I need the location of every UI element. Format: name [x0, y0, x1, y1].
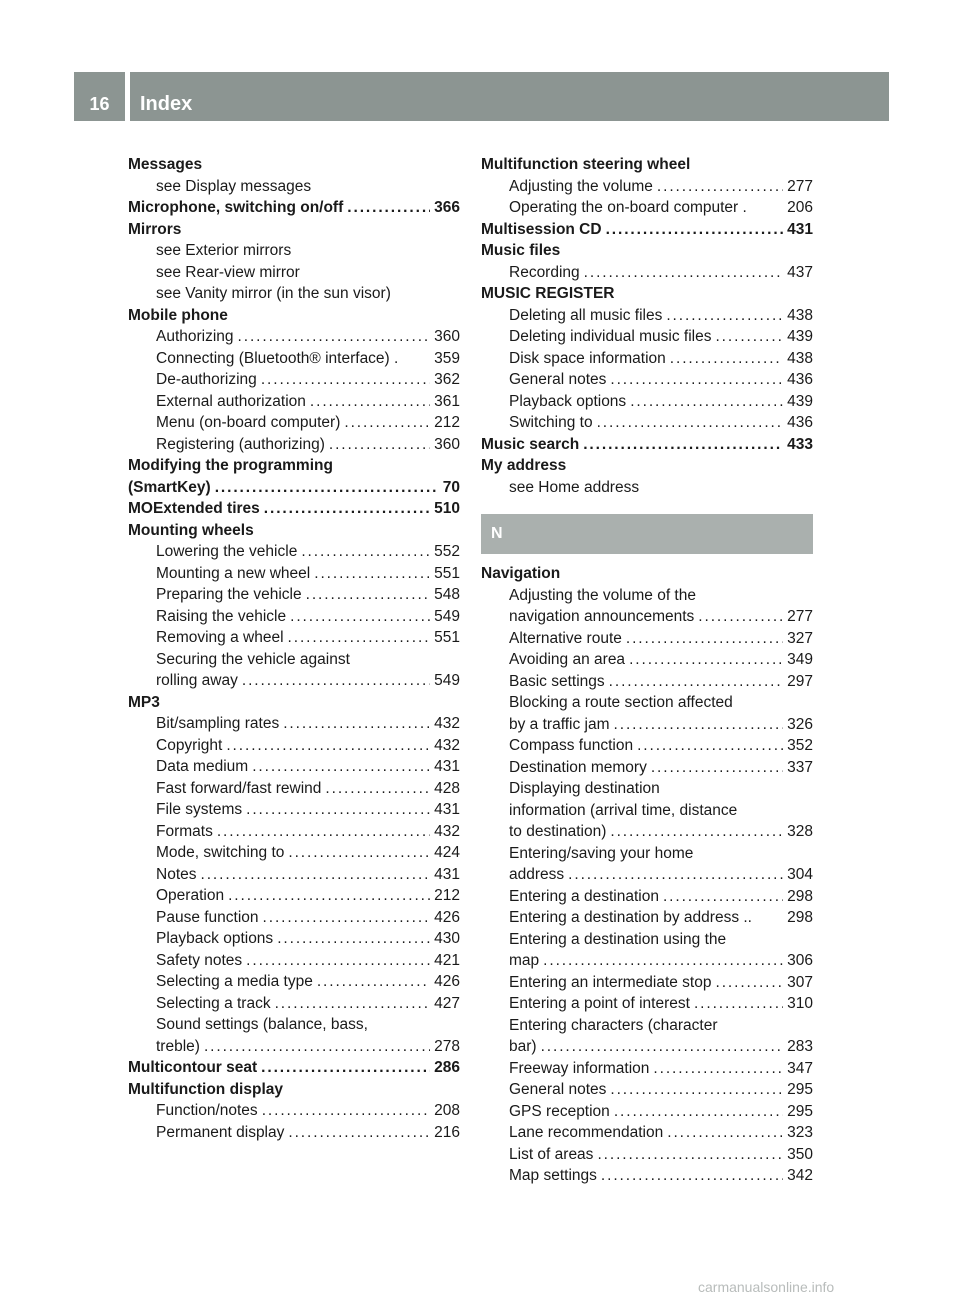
dot-leader	[657, 176, 783, 198]
page-reference[interactable]: 426	[434, 973, 460, 990]
dot-leader	[347, 197, 430, 219]
entry-text: Lane recommendation	[509, 1124, 664, 1141]
index-subentry	[128, 950, 460, 972]
dot-leader	[698, 606, 783, 628]
entry-text: treble)	[156, 1037, 200, 1055]
dot-leader	[246, 950, 430, 972]
dot-leader	[242, 670, 430, 692]
page-reference[interactable]: 432	[434, 736, 460, 754]
entry-text: General notes	[509, 1081, 607, 1098]
entry-text: General notes	[509, 371, 607, 388]
page-reference[interactable]: 421	[434, 951, 460, 969]
index-subentry	[128, 1100, 460, 1122]
index-subentry: see Exterior mirrors	[156, 242, 292, 259]
page-reference[interactable]: 298	[787, 887, 813, 905]
entry-text: Basic settings	[509, 672, 605, 690]
page-title: Index	[140, 93, 193, 115]
index-subentry	[128, 993, 460, 1015]
page-reference[interactable]: 349	[787, 651, 813, 668]
dot-leader	[262, 1100, 430, 1122]
entry-text: Playback options	[156, 930, 274, 947]
dot-leader	[288, 1122, 430, 1144]
index-entry	[128, 477, 460, 499]
dot-leader	[314, 563, 430, 585]
page-reference[interactable]: 328	[787, 823, 813, 840]
entry-text: Entering a destination	[509, 887, 659, 905]
index-entry: Navigation	[481, 565, 561, 582]
dot-leader	[275, 993, 431, 1015]
index-subentry	[481, 950, 813, 972]
entry-text: (SmartKey)	[128, 478, 211, 496]
index-subentry	[481, 1058, 813, 1080]
index-subentry	[128, 1122, 460, 1144]
entry-text: rolling away	[156, 672, 238, 689]
dot-leader	[626, 628, 783, 650]
index-entry: My address	[481, 457, 567, 474]
entry-text: Entering an intermediate stop	[509, 973, 712, 991]
dot-leader	[568, 864, 783, 886]
page-reference[interactable]: 297	[787, 672, 813, 690]
entry-text: Formats	[156, 822, 213, 840]
page-reference[interactable]: 347	[787, 1059, 813, 1077]
index-subentry: see Vanity mirror (in the sun visor)	[156, 285, 391, 302]
page-reference[interactable]: 208	[434, 1102, 460, 1119]
index-subentry	[128, 842, 460, 864]
page-reference[interactable]: 307	[787, 973, 813, 991]
dot-leader	[666, 305, 783, 327]
entry-text: Selecting a media type	[156, 973, 313, 990]
page-reference[interactable]: 206	[787, 199, 813, 216]
dot-leader	[597, 412, 784, 434]
entry-text: De-authorizing	[156, 371, 257, 388]
index-subentry: Entering a destination using the	[509, 930, 727, 948]
index-subentry	[128, 627, 460, 649]
entry-text: address	[509, 866, 565, 883]
dot-leader	[226, 735, 430, 757]
index-entry: Mounting wheels	[128, 521, 254, 539]
page-reference[interactable]: 362	[434, 371, 460, 388]
dot-leader	[261, 369, 430, 391]
entry-text: Registering (authorizing)	[156, 435, 325, 453]
dot-leader	[344, 412, 430, 434]
page-reference[interactable]: 424	[434, 844, 460, 861]
dot-leader	[317, 971, 430, 993]
dot-leader	[201, 864, 431, 886]
dot-leader	[261, 1057, 430, 1079]
entry-text: Multicontour seat	[128, 1059, 258, 1076]
index-entry: Multifunction steering wheel	[481, 156, 691, 173]
index-entry: MP3	[128, 693, 160, 711]
dot-leader	[329, 434, 430, 456]
index-subentry	[128, 864, 460, 886]
page-reference[interactable]: 439	[787, 328, 813, 345]
index-subentry: see Rear-view mirror	[156, 263, 300, 281]
entry-text: Mode, switching to	[156, 844, 285, 861]
index-subentry	[128, 670, 460, 692]
entry-text: map	[509, 952, 540, 969]
page-reference[interactable]: 298	[787, 909, 813, 926]
entry-text: Authorizing	[156, 328, 234, 345]
index-subentry: Securing the vehicle against	[156, 650, 350, 668]
index-subentry	[481, 348, 813, 370]
index-subentry: see Home address	[509, 478, 640, 496]
dot-leader	[610, 821, 783, 843]
page-reference[interactable]: 436	[787, 371, 813, 388]
index-subentry	[128, 348, 460, 370]
dot-leader	[277, 928, 430, 950]
page-reference[interactable]: 432	[434, 715, 460, 732]
entry-text: Adjusting the volume	[509, 177, 653, 195]
entry-text: Disk space information	[509, 349, 666, 367]
entry-text: Alternative route	[509, 629, 622, 647]
page-reference[interactable]: 439	[787, 392, 813, 410]
index-subentry	[481, 907, 813, 929]
index-entry: Messages	[128, 156, 203, 173]
dot-leader	[543, 950, 783, 972]
entry-text: Menu (on-board computer)	[156, 414, 341, 431]
dot-leader	[637, 735, 783, 757]
index-entry: Mirrors	[128, 220, 182, 238]
page-reference[interactable]: 310	[787, 995, 813, 1012]
page-reference[interactable]: 426	[434, 908, 460, 926]
index-subentry	[481, 886, 813, 908]
index-subentry	[481, 412, 813, 434]
index-subentry	[128, 799, 460, 821]
dot-leader	[325, 778, 430, 800]
index-subentry	[128, 606, 460, 628]
index-subentry	[481, 671, 813, 693]
index-subentry	[128, 971, 460, 993]
entry-text: External authorization	[156, 392, 306, 410]
header-divider	[125, 72, 130, 121]
index-subentry: Displaying destination	[509, 780, 660, 797]
entry-text: bar)	[509, 1038, 537, 1055]
dot-leader	[610, 1079, 783, 1101]
entry-text: File systems	[156, 801, 243, 818]
page-reference[interactable]: 283	[787, 1038, 813, 1055]
dot-leader	[651, 757, 783, 779]
page-reference[interactable]: 326	[787, 715, 813, 733]
page-reference[interactable]: 551	[434, 564, 460, 582]
entry-text: Operation	[156, 887, 225, 904]
dot-leader	[667, 1122, 783, 1144]
entry-text: List of areas	[509, 1145, 594, 1163]
entry-text: Deleting all music files	[509, 306, 663, 324]
page-reference[interactable]: 352	[787, 737, 813, 754]
entry-text: Raising the vehicle	[156, 607, 287, 625]
index-entry	[128, 498, 460, 520]
page-reference[interactable]: 428	[434, 779, 460, 797]
dot-leader	[715, 326, 783, 348]
index-subentry	[481, 649, 813, 671]
dot-leader	[614, 1101, 783, 1123]
dot-leader	[597, 1144, 783, 1166]
dot-leader	[217, 821, 430, 843]
index-subentry	[481, 1144, 813, 1166]
page-reference[interactable]: 277	[787, 608, 813, 625]
page-reference[interactable]: 510	[434, 500, 460, 517]
page-reference[interactable]: 549	[434, 672, 460, 689]
dot-leader	[252, 756, 430, 778]
dot-leader	[263, 907, 431, 929]
page-reference[interactable]: 337	[787, 758, 813, 776]
index-subentry	[128, 928, 460, 950]
index-subentry	[128, 778, 460, 800]
entry-text: Freeway information	[509, 1059, 650, 1077]
dot-leader	[670, 348, 783, 370]
index-entry	[481, 434, 813, 456]
index-subentry	[128, 1036, 460, 1058]
page-reference[interactable]: 438	[787, 349, 813, 367]
page-reference[interactable]: 366	[434, 199, 460, 216]
page-reference[interactable]: 551	[434, 629, 460, 646]
page-reference[interactable]: 295	[787, 1081, 813, 1098]
entry-text: Destination memory	[509, 758, 647, 776]
index-subentry: Sound settings (balance, bass,	[156, 1016, 368, 1033]
page-reference[interactable]: 548	[434, 586, 460, 603]
index-column-left	[128, 154, 460, 1143]
page-reference[interactable]: 432	[434, 822, 460, 840]
entry-text: Operating the on-board computer .	[509, 199, 747, 216]
entry-text: Playback options	[509, 392, 627, 410]
index-subentry	[481, 305, 813, 327]
page-reference[interactable]: 286	[434, 1059, 460, 1076]
dot-leader	[246, 799, 430, 821]
index-subentry: Adjusting the volume of the	[509, 586, 696, 604]
index-subentry	[481, 628, 813, 650]
dot-leader	[694, 993, 783, 1015]
index-subentry	[481, 391, 813, 413]
entry-text: Fast forward/fast rewind	[156, 779, 322, 797]
page-reference[interactable]: 430	[434, 930, 460, 947]
section-letter: N	[481, 514, 813, 554]
entry-text: Microphone, switching on/off	[128, 199, 344, 216]
dot-leader	[610, 369, 783, 391]
dot-leader	[306, 584, 431, 606]
page-reference[interactable]: 549	[434, 607, 460, 625]
entry-text: by a traffic jam	[509, 715, 610, 733]
entry-text: Switching to	[509, 414, 593, 431]
index-subentry	[481, 757, 813, 779]
dot-leader	[288, 627, 431, 649]
page-reference[interactable]: 431	[434, 801, 460, 818]
page-reference[interactable]: 360	[434, 328, 460, 345]
page-reference[interactable]: 438	[787, 306, 813, 324]
index-subentry: Entering/saving your home	[509, 844, 694, 862]
index-entry	[128, 1057, 460, 1079]
page-reference[interactable]: 427	[434, 994, 460, 1012]
index-subentry	[128, 584, 460, 606]
entry-text: Selecting a track	[156, 994, 271, 1012]
entry-text: Recording	[509, 263, 580, 281]
index-subentry	[481, 993, 813, 1015]
index-subentry: Entering characters (character	[509, 1016, 718, 1034]
dot-leader	[584, 262, 783, 284]
page-reference[interactable]: 361	[434, 392, 460, 410]
entry-text: Entering a point of interest	[509, 995, 690, 1012]
dot-leader	[310, 391, 430, 413]
entry-text: Function/notes	[156, 1102, 258, 1119]
index-subentry	[128, 713, 460, 735]
entry-text: Bit/sampling rates	[156, 715, 280, 732]
page-reference[interactable]: 431	[434, 865, 460, 883]
index-subentry	[481, 1036, 813, 1058]
index-subentry: Blocking a route section affected	[509, 694, 733, 711]
index-subentry	[481, 864, 813, 886]
page-reference[interactable]: 431	[787, 220, 813, 238]
entry-text: Avoiding an area	[509, 651, 626, 668]
page-reference[interactable]: 278	[434, 1037, 460, 1055]
entry-text: Lowering the vehicle	[156, 543, 298, 560]
dot-leader	[264, 498, 430, 520]
page-reference[interactable]: 323	[787, 1124, 813, 1141]
page-reference[interactable]: 436	[787, 414, 813, 431]
index-subentry	[481, 821, 813, 843]
index-entry: MUSIC REGISTER	[481, 285, 615, 302]
index-subentry	[481, 1165, 813, 1187]
page-reference[interactable]: 216	[434, 1123, 460, 1141]
index-subentry	[128, 326, 460, 348]
index-subentry	[481, 326, 813, 348]
entry-text: GPS reception	[509, 1102, 610, 1120]
index-subentry	[128, 434, 460, 456]
entry-text: Copyright	[156, 736, 223, 754]
dot-leader	[614, 714, 784, 736]
entry-text: navigation announcements	[509, 608, 695, 625]
index-entry: Mobile phone	[128, 306, 228, 324]
dot-leader	[283, 713, 430, 735]
dot-leader	[583, 434, 783, 456]
index-subentry: information (arrival time, distance	[509, 801, 738, 819]
entry-text: Preparing the vehicle	[156, 586, 302, 603]
page-header	[74, 72, 889, 121]
dot-leader	[290, 606, 430, 628]
index-subentry	[481, 972, 813, 994]
index-subentry	[128, 756, 460, 778]
entry-text: Music search	[481, 435, 580, 453]
entry-text: Compass function	[509, 737, 634, 754]
index-subentry	[128, 412, 460, 434]
page-reference[interactable]: 433	[787, 435, 813, 453]
dot-leader	[653, 1058, 783, 1080]
entry-text: Multisession CD	[481, 220, 602, 238]
index-subentry	[481, 1101, 813, 1123]
dot-leader	[601, 1165, 783, 1187]
index-entry: Music files	[481, 242, 561, 259]
index-entry: Modifying the programming	[128, 457, 333, 474]
dot-leader	[238, 326, 431, 348]
page-reference[interactable]: 212	[434, 414, 460, 431]
dot-leader	[228, 885, 430, 907]
page-reference[interactable]: 70	[442, 478, 460, 496]
index-entry	[128, 197, 460, 219]
entry-text: Map settings	[509, 1167, 597, 1184]
index-subentry	[128, 541, 460, 563]
index-column-right	[481, 154, 813, 1187]
entry-text: MOExtended tires	[128, 500, 260, 517]
page-reference[interactable]: 295	[787, 1102, 813, 1120]
page-reference[interactable]: 431	[434, 758, 460, 775]
index-subentry	[481, 606, 813, 628]
entry-text: Data medium	[156, 758, 249, 775]
page-reference[interactable]: 552	[434, 543, 460, 560]
index-entry	[481, 219, 813, 241]
entry-text: to destination)	[509, 823, 607, 840]
page-reference[interactable]: 350	[787, 1145, 813, 1163]
dot-leader	[204, 1036, 430, 1058]
page-reference[interactable]: 327	[787, 629, 813, 647]
dot-leader	[541, 1036, 784, 1058]
index-subentry	[481, 735, 813, 757]
dot-leader	[301, 541, 430, 563]
page-reference[interactable]: 360	[434, 435, 460, 453]
dot-leader	[629, 649, 783, 671]
index-entry: Multifunction display	[128, 1080, 283, 1098]
page-reference[interactable]: 359	[434, 349, 460, 367]
watermark: carmanualsonline.info	[698, 1279, 835, 1295]
dot-leader	[715, 972, 783, 994]
index-subentry	[128, 563, 460, 585]
dot-leader	[630, 391, 783, 413]
index-subentry	[128, 885, 460, 907]
entry-text: Entering a destination by address ..	[509, 909, 752, 926]
entry-text: Removing a wheel	[156, 629, 284, 646]
index-subentry	[481, 1122, 813, 1144]
entry-text: Permanent display	[156, 1123, 285, 1141]
index-subentry	[481, 262, 813, 284]
entry-text: Notes	[156, 865, 197, 883]
index-subentry	[128, 821, 460, 843]
index-subentry	[128, 391, 460, 413]
index-subentry	[128, 735, 460, 757]
entry-text: Connecting (Bluetooth® interface) .	[156, 349, 399, 367]
entry-text: Deleting individual music files	[509, 328, 712, 345]
dot-leader	[215, 477, 439, 499]
index-subentry	[481, 176, 813, 198]
index-subentry	[481, 1079, 813, 1101]
page-reference[interactable]: 437	[787, 263, 813, 281]
dot-leader	[609, 671, 783, 693]
page-reference[interactable]: 277	[787, 177, 813, 195]
dot-leader	[288, 842, 430, 864]
index-subentry	[128, 907, 460, 929]
dot-leader	[663, 886, 783, 908]
index-subentry	[481, 369, 813, 391]
page-reference[interactable]: 342	[787, 1167, 813, 1184]
index-subentry	[481, 197, 813, 219]
entry-text: Safety notes	[156, 951, 243, 969]
dot-leader	[606, 219, 784, 241]
page-number: 16	[89, 94, 110, 114]
index-subentry	[128, 369, 460, 391]
page-reference[interactable]: 212	[434, 887, 460, 904]
index-subentry: see Display messages	[156, 177, 312, 195]
page-reference[interactable]: 306	[787, 952, 813, 969]
page-reference[interactable]: 304	[787, 866, 813, 883]
index-subentry	[481, 714, 813, 736]
entry-text: Mounting a new wheel	[156, 564, 311, 582]
entry-text: Pause function	[156, 908, 259, 926]
